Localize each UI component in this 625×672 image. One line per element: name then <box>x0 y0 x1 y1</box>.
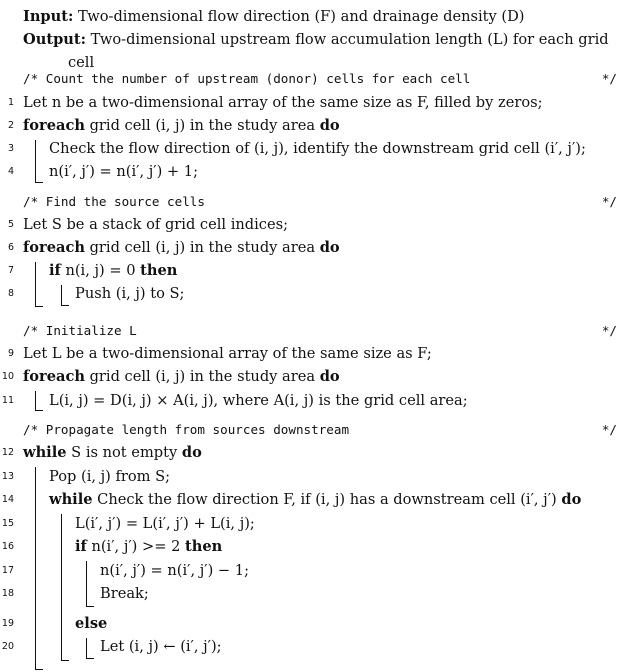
block-bar-if-2 <box>86 561 87 606</box>
input-label: Input: <box>23 8 74 25</box>
comment-end-mark: */ <box>601 323 617 338</box>
block-bar-while-2 <box>61 514 62 660</box>
code-line-2: 2 foreach grid cell (i, j) in the study area do <box>7 117 340 134</box>
code-line-17: 17 n(i′, j′) = n(i′, j′) − 1; <box>1 562 249 579</box>
code-line-3: 3 Check the flow direction of (i, j), identify the downstream grid cell (i′, j′); <box>7 140 586 157</box>
code-line-12: 12 while S is not empty do <box>1 444 202 461</box>
code-line-16: 16 if n(i′, j′) >= 2 then <box>1 538 223 555</box>
code-line-6: 6 foreach grid cell (i, j) in the study area do <box>7 239 340 256</box>
block-end-foreach-2 <box>35 306 43 307</box>
code-line-8: 8 Push (i, j) to S; <box>7 285 185 302</box>
block-end-foreach-3 <box>35 410 43 411</box>
comment-find-sources: /* Find the source cells */ <box>0 190 625 213</box>
block-bar-foreach-3 <box>35 391 36 410</box>
block-end-foreach-1 <box>35 182 43 183</box>
code-line-5: 5 Let S be a stack of grid cell indices; <box>7 216 289 233</box>
output-label: Output: <box>23 31 87 48</box>
code-line-13: 13 Pop (i, j) from S; <box>1 468 171 485</box>
code-line-4: 4 n(i′, j′) = n(i′, j′) + 1; <box>7 163 198 180</box>
code-line-11: 11 L(i, j) = D(i, j) × A(i, j), where A(i, j) is the grid cell area; <box>1 392 468 409</box>
block-end-if-1 <box>61 305 69 306</box>
output-text-line1: Two-dimensional upstream flow accumulation length (L) for each grid <box>90 31 609 48</box>
comment-initialize-l: /* Initialize L */ <box>0 319 625 342</box>
comment-end-mark: */ <box>601 422 617 437</box>
block-bar-while-1 <box>35 467 36 669</box>
code-line-7: 7 if n(i, j) = 0 then <box>7 262 178 279</box>
code-line-1: 1 Let n be a two-dimensional array of the same size as F, filled by zeros; <box>7 94 543 111</box>
code-line-19: 19 else <box>1 615 108 632</box>
block-end-else <box>86 658 94 659</box>
output-text-line2: cell <box>68 54 95 71</box>
block-bar-foreach-2 <box>35 262 36 306</box>
code-line-15: 15 L(i′, j′) = L(i′, j′) + L(i, j); <box>1 515 255 532</box>
code-line-20: 20 Let (i, j) ← (i′, j′); <box>1 638 222 655</box>
comment-propagate: /* Propagate length from sources downstream */ <box>0 418 625 441</box>
block-end-while-1 <box>35 669 43 670</box>
comment-end-mark: */ <box>601 71 617 86</box>
comment-end-mark: */ <box>601 194 617 209</box>
comment-count-donors: /* Count the number of upstream (donor) cells for each cell */ <box>0 67 625 90</box>
block-bar-foreach-1 <box>35 140 36 182</box>
block-end-while-2 <box>61 660 69 661</box>
block-bar-else <box>86 638 87 658</box>
input-text: Two-dimensional flow direction (F) and drainage density (D) <box>78 8 525 25</box>
code-line-18: 18 Break; <box>1 585 149 602</box>
code-line-10: 10 foreach grid cell (i, j) in the study area do <box>1 368 340 385</box>
input-row <box>0 5 625 28</box>
block-end-if-2 <box>86 606 94 607</box>
code-line-9: 9 Let L be a two-dimensional array of the same size as F; <box>7 345 432 362</box>
code-line-14: 14 while Check the flow direction F, if (i, j) has a downstream cell (i′, j′) do <box>1 491 582 508</box>
block-bar-if-1 <box>61 285 62 305</box>
